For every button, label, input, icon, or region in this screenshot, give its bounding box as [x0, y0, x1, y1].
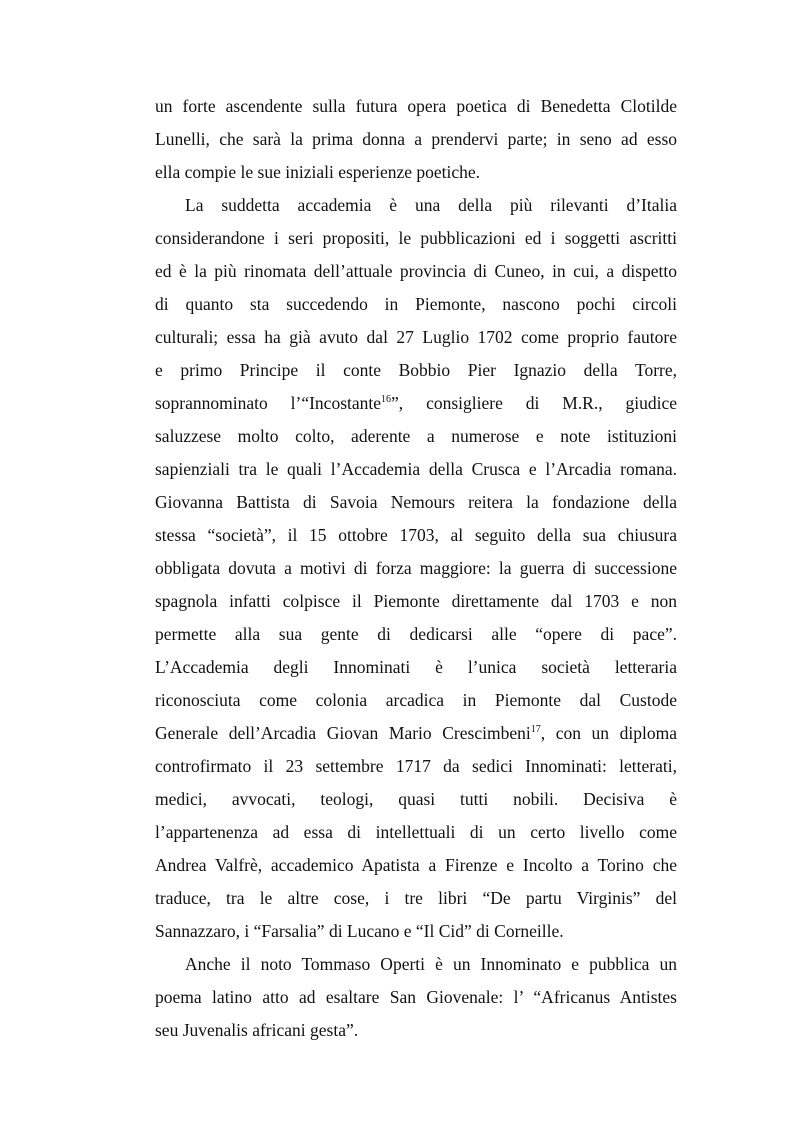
paragraph-3 — [155, 948, 677, 1047]
text-line: Andrea Valfrè, accademico Apatista a Firenze e Incolto a Torino che — [155, 855, 677, 875]
text-line: culturali; essa ha già avuto dal 27 Luglio 1702 come proprio fautore — [155, 327, 677, 347]
text-line: ed è la più rinomata dell’attuale provincia di Cuneo, in cui, a dispetto — [155, 261, 677, 281]
text-segment: Generale dell’Arcadia Giovan Mario Crescimbeni — [155, 723, 531, 743]
text-line: ella compie le sue iniziali esperienze poetiche. — [155, 162, 481, 182]
text-line: La suddetta accademia è una della più rilevanti d’Italia — [185, 195, 677, 215]
text-segment: soprannominato l’“Incostante — [155, 393, 382, 413]
footnote-ref-16[interactable]: 16 — [381, 394, 392, 405]
text-line: e primo Principe il conte Bobbio Pier Ignazio della Torre, — [155, 360, 677, 380]
text-line: stessa “società”, il 15 ottobre 1703, al seguito della sua chiusura — [155, 525, 677, 545]
text-line: poema latino atto ad esaltare San Giovenale: l’ “Africanus Antistes — [155, 987, 677, 1007]
text-line: Giovanna Battista di Savoia Nemours reitera la fondazione della — [155, 492, 677, 512]
footnote-ref-17[interactable]: 17 — [530, 724, 541, 735]
text-line: considerandone i seri propositi, le pubblicazioni ed i soggetti ascritti — [155, 228, 677, 248]
text-line: Sannazzaro, i “Farsalia” di Lucano e “Il Cid” di Corneille. — [155, 921, 564, 941]
text-line: di quanto sta succedendo in Piemonte, nascono pochi circoli — [155, 294, 677, 314]
text-line: saluzzese molto colto, aderente a numerose e note istituzioni — [155, 426, 677, 446]
text-line: sapienziali tra le quali l’Accademia della Crusca e l’Arcadia romana. — [155, 459, 677, 479]
paragraph-1 — [155, 90, 677, 189]
text-line: permette alla sua gente di dedicarsi alle “opere di pace”. — [155, 624, 677, 644]
text-segment: ”, consigliere di M.R., giudice — [391, 393, 677, 413]
text-line: L’Accademia degli Innominati è l’unica società letteraria — [155, 657, 677, 677]
text-line: spagnola infatti colpisce il Piemonte direttamente dal 1703 e non — [155, 591, 677, 611]
text-line: obbligata dovuta a motivi di forza maggiore: la guerra di successione — [155, 558, 677, 578]
text-line: Anche il noto Tommaso Operti è un Innominato e pubblica un — [185, 954, 677, 974]
text-line-footnote-17 — [155, 717, 677, 750]
text-line-footnote-16 — [155, 387, 677, 420]
text-line: traduce, tra le altre cose, i tre libri “De partu Virginis” del — [155, 888, 677, 908]
text-segment: , con un diploma — [540, 723, 677, 743]
text-line: controfirmato il 23 settembre 1717 da sedici Innominati: letterati, — [155, 756, 677, 776]
text-line: un forte ascendente sulla futura opera poetica di Benedetta Clotilde — [155, 96, 677, 116]
paragraph-2 — [155, 189, 677, 948]
text-line: medici, avvocati, teologi, quasi tutti nobili. Decisiva è — [155, 789, 677, 809]
text-line: riconosciuta come colonia arcadica in Piemonte dal Custode — [155, 690, 677, 710]
text-line: l’appartenenza ad essa di intellettuali di un certo livello come — [155, 822, 677, 842]
text-line: Lunelli, che sarà la prima donna a prendervi parte; in seno ad esso — [155, 129, 677, 149]
document-page — [155, 90, 677, 1047]
text-line: seu Juvenalis africani gesta”. — [155, 1020, 359, 1040]
